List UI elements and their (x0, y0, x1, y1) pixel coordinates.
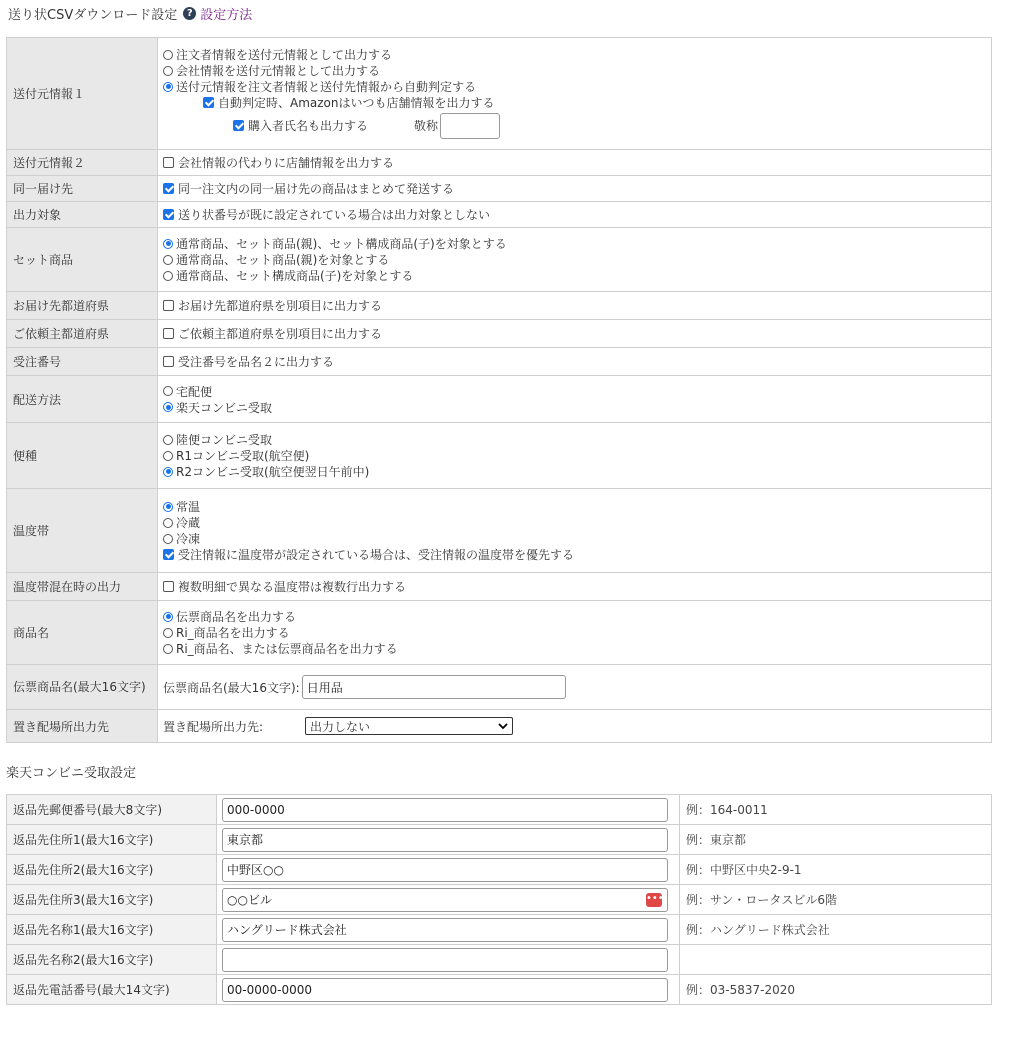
checkbox-option[interactable] (163, 547, 987, 563)
radio-label: 陸便コンビニ受取 (176, 433, 273, 447)
honorific-input[interactable] (440, 113, 500, 139)
radio-label: 会社情報を送付元情報として出力する (176, 64, 381, 78)
checkbox-checked-icon[interactable] (203, 97, 214, 108)
row-same-dest (7, 176, 992, 202)
radio-icon[interactable] (163, 386, 173, 396)
radio-option[interactable] (163, 399, 987, 415)
section-title: 楽天コンビニ受取設定 (6, 766, 137, 781)
return-name2-input[interactable] (222, 948, 668, 972)
radio-label: 通常商品、セット構成商品(子)を対象とする (176, 269, 414, 283)
radio-option[interactable] (163, 383, 987, 399)
example-text: 例：ハングリード株式会社 (680, 915, 992, 945)
row-label: 送付元情報２ (7, 150, 158, 176)
checkbox-option[interactable] (163, 181, 987, 197)
radio-icon[interactable] (163, 644, 173, 654)
help-link[interactable]: 設定方法 (200, 7, 253, 23)
row-client-pref (7, 320, 992, 348)
checkbox-option[interactable] (163, 579, 987, 595)
row-temp-mix (7, 573, 992, 601)
help-icon[interactable]: ? (183, 7, 196, 20)
row-order-no (7, 348, 992, 376)
drop-place-select[interactable] (305, 717, 513, 735)
radio-label: R2コンビニ受取(航空便翌日午前中) (176, 465, 370, 479)
address3-wrap (222, 888, 668, 912)
checkbox-option[interactable] (163, 207, 987, 223)
checkbox-option[interactable] (233, 111, 987, 141)
row-label: 置き配場所出力先 (7, 710, 158, 743)
example-text: 例：164-0011 (680, 795, 992, 825)
radio-label: Ri_商品名、または伝票商品名を出力する (176, 642, 398, 656)
radio-label: 注文者情報を送付元情報として出力する (176, 48, 393, 62)
row-temp (7, 489, 992, 573)
checkbox-checked-icon[interactable] (163, 209, 174, 220)
row-label: 出力対象 (7, 202, 158, 228)
row-label: 温度帯 (7, 489, 158, 573)
radio-option[interactable] (163, 448, 987, 464)
row-product-name (7, 601, 992, 665)
table-row (7, 885, 992, 915)
checkbox-label: お届け先都道府県を別項目に出力する (178, 299, 383, 313)
checkbox-label: 送り状番号が既に設定されている場合は出力対象としない (178, 208, 491, 222)
row-label: 同一届け先 (7, 176, 158, 202)
row-label: 返品先住所1(最大16文字) (7, 825, 217, 855)
radio-selected-icon[interactable] (163, 467, 173, 477)
return-name1-input[interactable] (222, 918, 668, 942)
example-text: 例：サン・ロータスビル6階 (680, 885, 992, 915)
radio-icon[interactable] (163, 50, 173, 60)
row-label: 便種 (7, 423, 158, 489)
table-row (7, 975, 992, 1005)
radio-icon[interactable] (163, 628, 173, 638)
radio-option[interactable] (163, 499, 987, 515)
radio-option[interactable] (163, 625, 987, 641)
table-row (7, 795, 992, 825)
row-label: 受注番号 (7, 348, 158, 376)
row-label: 商品名 (7, 601, 158, 665)
return-phone-input[interactable] (222, 978, 668, 1002)
row-service (7, 423, 992, 489)
return-postal-input[interactable] (222, 798, 668, 822)
row-label: 伝票商品名(最大16文字) (7, 665, 158, 710)
radio-icon[interactable] (163, 255, 173, 265)
row-label: 返品先郵便番号(最大8文字) (7, 795, 217, 825)
radio-icon[interactable] (163, 66, 173, 76)
row-drop-place (7, 710, 992, 743)
radio-label: 伝票商品名を出力する (176, 610, 297, 624)
radio-option[interactable] (163, 236, 987, 252)
radio-option[interactable] (163, 531, 987, 547)
radio-selected-icon[interactable] (163, 82, 173, 92)
radio-label: 宅配便 (176, 384, 213, 399)
page-title-text: 送り状CSVダウンロード設定 (8, 7, 178, 23)
row-sender2 (7, 150, 992, 176)
rakuten-settings-table (6, 794, 992, 1005)
row-label: 返品先名称1(最大16文字) (7, 915, 217, 945)
radio-selected-icon[interactable] (163, 402, 173, 412)
radio-label: Ri_商品名を出力する (176, 626, 290, 640)
slip-name-input[interactable] (302, 675, 566, 699)
radio-label: 通常商品、セット商品(親)を対象とする (176, 253, 390, 267)
radio-icon[interactable] (163, 271, 173, 281)
checkbox-label: 受注情報に温度帯が設定されている場合は、受注情報の温度帯を優先する (178, 548, 575, 562)
row-label: 温度帯混在時の出力 (7, 573, 158, 601)
checkbox-option[interactable] (163, 298, 987, 314)
checkbox-checked-icon[interactable] (163, 183, 174, 194)
table-row (7, 915, 992, 945)
example-text: 例：中野区中央2-9-1 (680, 855, 992, 885)
checkbox-label: 受注番号を品名２に出力する (178, 355, 335, 369)
radio-label: 通常商品、セット商品(親)、セット構成商品(子)を対象とする (176, 237, 507, 251)
row-label: 返品先電話番号(最大14文字) (7, 975, 217, 1005)
radio-option[interactable] (163, 268, 987, 284)
radio-selected-icon[interactable] (163, 612, 173, 622)
radio-icon[interactable] (163, 518, 173, 528)
table-row (7, 855, 992, 885)
checkbox-icon[interactable] (163, 328, 174, 339)
page-title (8, 4, 252, 22)
radio-option[interactable] (163, 79, 987, 95)
slip-name-field (163, 672, 987, 702)
return-address1-input[interactable] (222, 828, 668, 852)
checkbox-option[interactable] (163, 326, 987, 342)
chevron-down-icon (498, 723, 508, 730)
table-row (7, 825, 992, 855)
return-address2-input[interactable] (222, 858, 668, 882)
checkbox-label: 同一注文内の同一届け先の商品はまとめて発送する (178, 182, 455, 196)
select-value: 出力しない (310, 719, 371, 734)
radio-label: 送付元情報を注文者情報と送付先情報から自動判定する (176, 80, 477, 94)
radio-option[interactable] (163, 464, 987, 480)
radio-option[interactable] (163, 63, 987, 79)
checkbox-label: 自動判定時、Amazonはいつも店舗情報を出力する (218, 96, 495, 110)
return-address3-input[interactable] (222, 888, 668, 912)
checkbox-label: 会社情報の代わりに店舗情報を出力する (178, 156, 395, 170)
row-label: 返品先住所3(最大16文字) (7, 885, 217, 915)
drop-place-field (163, 714, 987, 738)
honorific-label: 敬称 (414, 119, 439, 133)
row-label: 返品先名称2(最大16文字) (7, 945, 217, 975)
checkbox-icon[interactable] (163, 581, 174, 592)
radio-icon[interactable] (163, 534, 173, 544)
example-text (680, 945, 992, 975)
radio-selected-icon[interactable] (163, 502, 173, 512)
radio-option[interactable] (163, 609, 987, 625)
radio-option[interactable] (163, 432, 987, 448)
radio-label: 冷凍 (176, 532, 201, 546)
checkbox-label: 購入者氏名も出力する (248, 119, 369, 133)
row-delivery (7, 376, 992, 423)
csv-settings-table (6, 37, 992, 743)
row-label: ご依頼主都道府県 (7, 320, 158, 348)
radio-option[interactable] (163, 47, 987, 63)
checkbox-icon[interactable] (163, 300, 174, 311)
radio-label: 冷蔵 (176, 516, 201, 530)
radio-icon[interactable] (163, 451, 173, 461)
example-text: 例：03-5837-2020 (680, 975, 992, 1005)
radio-label: R1コンビニ受取(航空便) (176, 449, 310, 463)
checkbox-icon[interactable] (163, 356, 174, 367)
checkbox-label: ご依頼主都道府県を別項目に出力する (178, 327, 383, 341)
field-label: 伝票商品名(最大16文字): (163, 680, 300, 695)
checkbox-label: 複数明細で異なる温度帯は複数行出力する (178, 580, 407, 594)
radio-option[interactable] (163, 515, 987, 531)
row-label: セット商品 (7, 228, 158, 292)
table-row (7, 945, 992, 975)
row-slip-name (7, 665, 992, 710)
radio-option[interactable] (163, 641, 987, 657)
example-text: 例：東京都 (680, 825, 992, 855)
row-sender1 (7, 38, 992, 150)
field-label: 置き配場所出力先: (163, 719, 264, 734)
radio-option[interactable] (163, 252, 987, 268)
checkbox-checked-icon[interactable] (233, 120, 244, 131)
password-manager-icon[interactable]: ••• (646, 893, 662, 907)
checkbox-option[interactable] (163, 354, 987, 370)
radio-label: 常温 (176, 500, 201, 514)
radio-icon[interactable] (163, 435, 173, 445)
row-label: 配送方法 (7, 376, 158, 423)
checkbox-checked-icon[interactable] (163, 549, 174, 560)
row-set-product (7, 228, 992, 292)
radio-selected-icon[interactable] (163, 239, 173, 249)
checkbox-option[interactable] (203, 95, 987, 111)
row-output-target (7, 202, 992, 228)
row-label: お届け先都道府県 (7, 292, 158, 320)
row-label: 返品先住所2(最大16文字) (7, 855, 217, 885)
row-dest-pref (7, 292, 992, 320)
radio-label: 楽天コンビニ受取 (176, 400, 273, 415)
row-label: 送付元情報１ (7, 38, 158, 150)
checkbox-option[interactable] (163, 155, 987, 171)
checkbox-icon[interactable] (163, 157, 174, 168)
